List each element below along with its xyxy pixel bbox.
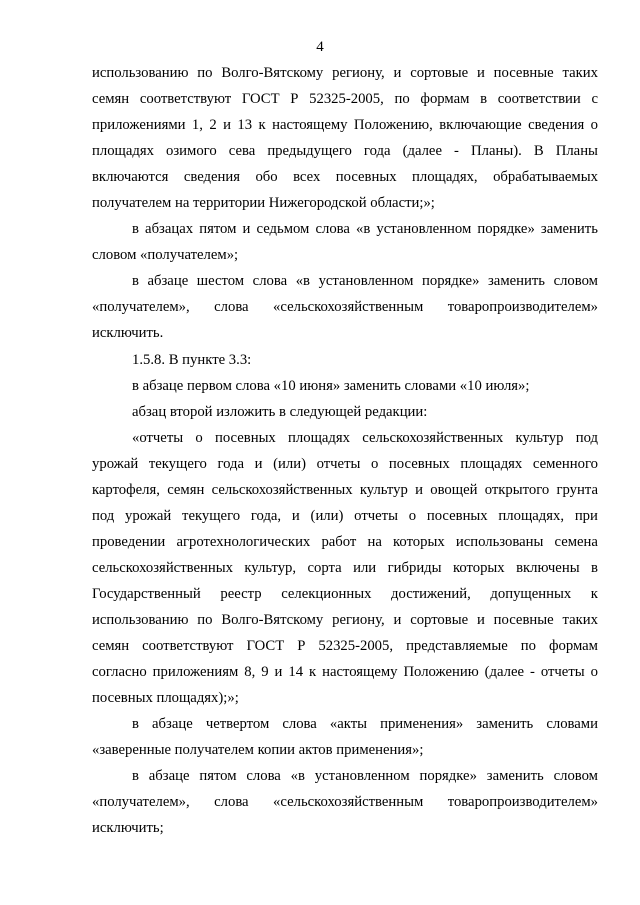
word: пятом: [199, 768, 237, 785]
word: семян: [92, 638, 130, 655]
text-line: [92, 555, 598, 581]
text-line: [92, 294, 598, 320]
word: абзаце: [152, 716, 193, 733]
word: в: [132, 768, 139, 785]
text-line: [92, 529, 598, 555]
word: отчеты: [316, 455, 361, 472]
text-line: [92, 216, 598, 242]
word: сортовые: [410, 611, 469, 628]
word: абзацах: [145, 221, 194, 238]
word: которых: [452, 559, 505, 576]
word: в: [591, 559, 598, 576]
word: обо: [255, 169, 278, 186]
word: обрабатываемых: [493, 169, 598, 186]
word: слова: [252, 273, 288, 290]
word: словом: [553, 768, 598, 785]
word: ГОСТ: [241, 91, 280, 108]
word: текущего: [182, 507, 241, 524]
word: посевных: [388, 455, 450, 472]
word: соответствии: [497, 91, 581, 108]
text-line: [92, 633, 598, 659]
text-line: [92, 789, 598, 815]
word: по: [197, 611, 213, 628]
text-line: 1.5.8. В пункте 3.3:: [132, 351, 252, 368]
word: «в: [290, 768, 305, 785]
word: «получателем»,: [92, 299, 190, 316]
word: по: [394, 91, 410, 108]
word: «получателем»,: [92, 794, 190, 811]
word: применения»: [380, 716, 464, 733]
word: к: [258, 117, 266, 134]
word: и: [223, 117, 231, 134]
text-line: [92, 112, 598, 138]
word: региону,: [332, 65, 385, 81]
word: года: [363, 143, 391, 160]
word: использованию: [92, 65, 189, 81]
word: словами: [546, 716, 598, 733]
word: с: [591, 91, 598, 108]
word: ГОСТ: [246, 638, 285, 655]
word: 1,: [191, 117, 203, 134]
word: открытого: [484, 481, 550, 498]
word: года,: [250, 507, 282, 524]
word: площадях: [288, 429, 350, 446]
word: заменить: [540, 221, 598, 238]
word: в: [132, 273, 139, 290]
text-line: [92, 268, 598, 294]
word: формам: [420, 91, 470, 108]
word: озимого: [166, 143, 217, 160]
text-line: [92, 425, 598, 451]
text-line: [92, 581, 598, 607]
text-line: получателем на территории Нижегородской области;»;: [92, 195, 435, 212]
word: (далее: [484, 664, 525, 681]
word: Положению,: [353, 117, 433, 134]
word: в: [480, 91, 488, 108]
word: слова: [214, 299, 249, 316]
word: и: [393, 65, 402, 81]
word: культур: [359, 481, 408, 498]
word: к: [590, 585, 598, 602]
word: в: [132, 221, 139, 238]
word: картофеля,: [92, 481, 160, 498]
word: сельскохозяйственных: [211, 481, 353, 498]
word: под: [575, 429, 598, 446]
text-line: [92, 477, 598, 503]
word: сельскохозяйственных: [92, 559, 233, 576]
word: при: [574, 507, 598, 524]
word: соответствуют: [139, 91, 232, 108]
word: урожай: [125, 507, 172, 524]
word: и: [393, 611, 402, 628]
word: соответствуют: [142, 638, 234, 655]
word: седьмом: [256, 221, 310, 238]
word: Планы).: [471, 143, 522, 160]
word: 8,: [244, 664, 256, 681]
word: или: [353, 559, 377, 576]
word: слова: [214, 794, 249, 811]
text-line: посевных площадях);»;: [92, 690, 239, 707]
word: и: [242, 221, 251, 238]
word: семенного: [532, 455, 598, 472]
word: словом: [553, 273, 598, 290]
word: (или): [273, 455, 306, 472]
word: отчеты: [354, 507, 398, 524]
word: агротехнологических: [176, 533, 311, 550]
word: приложениям: [152, 664, 239, 681]
word: порядке»: [419, 768, 477, 785]
text-line: [92, 60, 598, 86]
word: и: [274, 664, 283, 681]
text-line: [92, 164, 598, 190]
word: товаропроизводителем»: [447, 299, 598, 316]
word: под: [92, 507, 115, 524]
word: 2: [209, 117, 217, 134]
word: включаются: [92, 169, 169, 186]
word: использованы: [455, 533, 544, 550]
text-line: [92, 451, 598, 477]
word: заменить: [486, 768, 544, 785]
word: посевных: [426, 507, 488, 524]
word: настоящему: [272, 117, 348, 134]
word: и: [291, 507, 300, 524]
word: -: [529, 664, 535, 681]
word: грунта: [556, 481, 598, 498]
word: использованию: [92, 611, 189, 628]
word: слова: [282, 716, 317, 733]
word: 52325-2005,: [318, 638, 394, 655]
word: региону,: [332, 611, 385, 628]
word: настоящему: [322, 664, 398, 681]
word: -: [454, 143, 459, 160]
word: «в: [295, 273, 310, 290]
word: посевных: [335, 169, 397, 186]
word: урожай: [92, 455, 139, 472]
word: всех: [293, 169, 321, 186]
word: работ: [321, 533, 357, 550]
text-line: в абзаце первом слова «10 июня» заменить словами «10 июля»;: [132, 377, 530, 394]
word: Р: [297, 638, 306, 655]
word: шестом: [196, 273, 245, 290]
word: отчеты: [540, 664, 585, 681]
word: приложениями: [92, 117, 186, 134]
word: порядке»: [422, 273, 480, 290]
text-line: [92, 86, 598, 112]
text-line: исключить.: [92, 325, 164, 342]
word: (далее: [402, 143, 442, 160]
word: включающие: [439, 117, 522, 134]
word: слова: [315, 221, 350, 238]
word: по: [197, 65, 213, 81]
word: пятом: [199, 221, 237, 238]
text-line: абзац второй изложить в следующей редакции:: [132, 403, 428, 420]
word: слова: [246, 768, 281, 785]
word: «акты: [329, 716, 367, 733]
word: семян: [167, 481, 205, 498]
text-line: исключить;: [92, 820, 164, 837]
word: Волго-Вятскому: [221, 611, 324, 628]
word: «отчеты: [132, 429, 184, 446]
word: сева: [228, 143, 256, 160]
word: о: [408, 507, 417, 524]
word: сортовые: [410, 65, 469, 81]
word: 9: [261, 664, 269, 681]
word: года: [217, 455, 245, 472]
word: площадях: [92, 143, 154, 160]
word: сведения: [183, 169, 240, 186]
word: о: [195, 429, 203, 446]
word: Р: [290, 91, 299, 108]
text-line: [92, 138, 598, 164]
word: (или): [310, 507, 344, 524]
word: о: [370, 455, 379, 472]
word: Государственный: [92, 585, 201, 602]
word: 13: [237, 117, 253, 134]
word: площадях,: [498, 507, 565, 524]
word: Волго-Вятскому: [221, 65, 324, 81]
word: Планы: [555, 143, 598, 160]
word: селекционных: [281, 585, 372, 602]
word: о: [590, 664, 598, 681]
word: В: [533, 143, 544, 160]
word: 52325-2005,: [309, 91, 384, 108]
word: таких: [562, 65, 598, 81]
word: порядке»: [477, 221, 535, 238]
word: товаропроизводителем»: [447, 794, 598, 811]
word: по: [520, 638, 536, 655]
word: гибриды: [387, 559, 442, 576]
page-number: 4: [316, 39, 324, 55]
document-body: [92, 60, 598, 841]
word: культур: [515, 429, 564, 446]
word: сельскохозяйственных: [362, 429, 504, 446]
word: согласно: [92, 664, 147, 681]
word: посевные: [493, 611, 554, 628]
text-line: «заверенные получателем копии актов применения»;: [92, 742, 424, 759]
word: заменить: [476, 716, 534, 733]
word: посевных: [214, 429, 276, 446]
word: «в: [356, 221, 371, 238]
word: абзаце: [147, 273, 189, 290]
text-line: [92, 659, 598, 685]
text-line: [92, 711, 598, 737]
word: и: [415, 481, 423, 498]
word: и: [476, 65, 485, 81]
word: «сельскохозяйственным: [273, 794, 424, 811]
word: семян: [92, 91, 130, 108]
word: сведения: [528, 117, 585, 134]
text-line: [92, 763, 598, 789]
word: проведении: [92, 533, 166, 550]
word: на: [367, 533, 382, 550]
word: таких: [562, 611, 598, 628]
word: площадях: [460, 455, 523, 472]
word: овощей: [430, 481, 478, 498]
word: допущенных: [490, 585, 572, 602]
word: достижений,: [391, 585, 471, 602]
word: и: [254, 455, 263, 472]
word: которых: [393, 533, 445, 550]
word: включены: [516, 559, 580, 576]
word: установленном: [314, 768, 410, 785]
word: к: [308, 664, 317, 681]
text-line: [92, 607, 598, 633]
word: посевные: [493, 65, 554, 81]
word: представляемые: [406, 638, 508, 655]
word: площадях,: [412, 169, 478, 186]
word: 14: [288, 664, 304, 681]
word: установленном: [318, 273, 414, 290]
word: абзаце: [148, 768, 190, 785]
word: заменить: [488, 273, 545, 290]
word: предыдущего: [267, 143, 352, 160]
text-line: словом «получателем»;: [92, 247, 239, 264]
word: семена: [554, 533, 598, 550]
text-line: [92, 503, 598, 529]
word: формам: [548, 638, 598, 655]
word: о: [590, 117, 598, 134]
word: Положению: [403, 664, 479, 681]
word: реестр: [220, 585, 262, 602]
word: в: [132, 716, 139, 733]
word: сорта: [307, 559, 342, 576]
word: «сельскохозяйственным: [273, 299, 424, 316]
word: установленном: [376, 221, 472, 238]
word: четвертом: [205, 716, 270, 733]
word: и: [476, 611, 485, 628]
word: текущего: [148, 455, 207, 472]
word: культур,: [244, 559, 297, 576]
